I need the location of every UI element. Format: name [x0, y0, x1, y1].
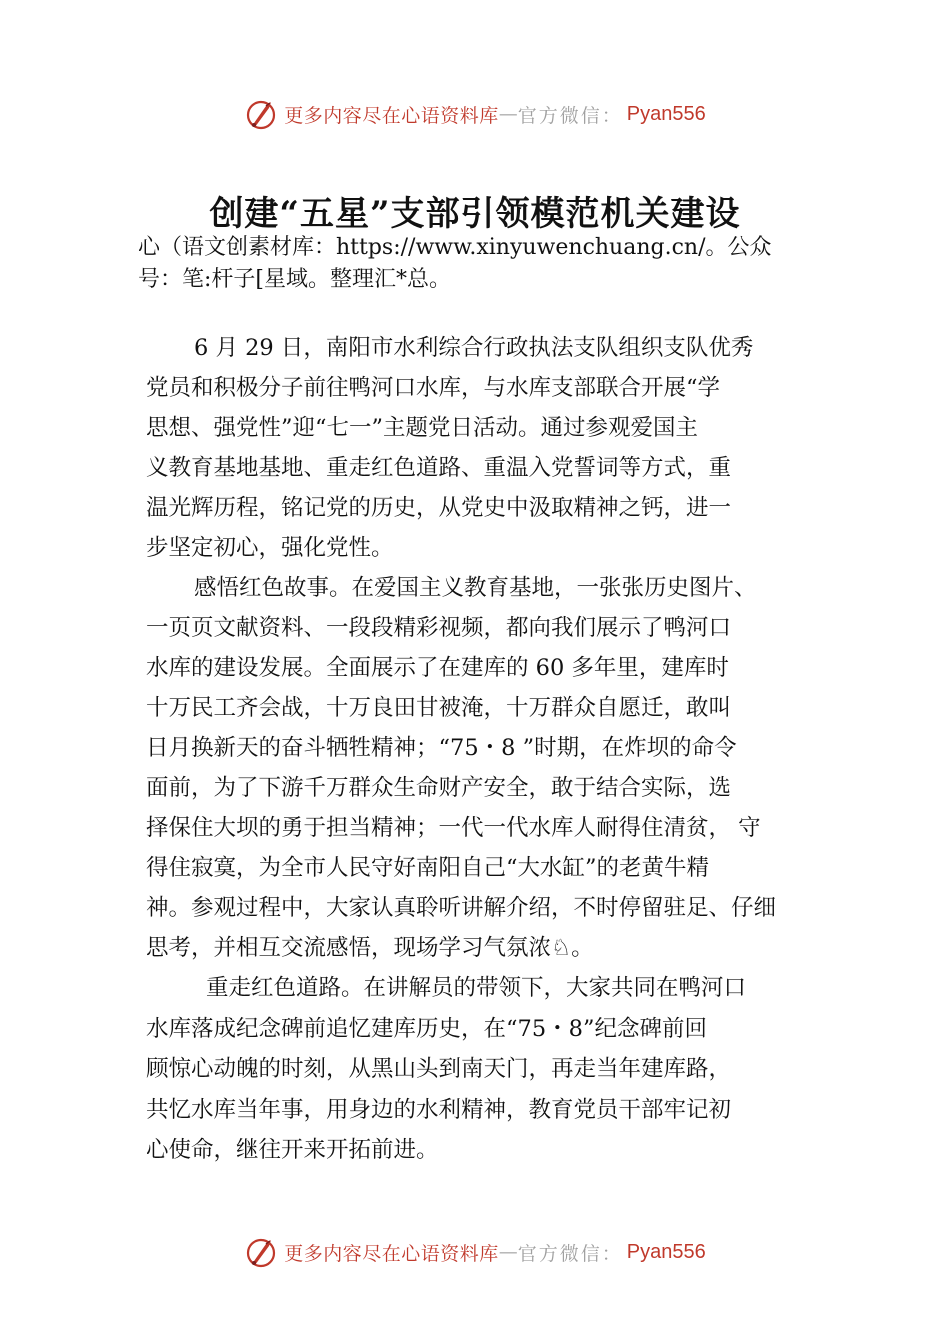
document-body [146, 328, 818, 1171]
text-line: 得住寂寞，为全市人民守好南阳自己“大水缸”的老黄牛精 [146, 855, 710, 881]
paragraph-2 [146, 568, 818, 968]
text-line: 日月换新天的奋斗牺牲精神；“75・8 ”时期，在炸坝的命令 [146, 735, 737, 761]
footer-banner [0, 1232, 950, 1272]
text-line: 神。参观过程中，大家认真聆听讲解介绍，不时停留驻足、仔细 [146, 895, 777, 921]
text-line: 心使命，继往开来开拓前进。 [146, 1137, 439, 1163]
text-line: 义教育基地基地、重走红色道路、重温入党誓词等方式，重 [146, 455, 732, 481]
text-line: 温光辉历程，铭记党的历史，从党史中汲取精神之钙，进一 [146, 495, 732, 521]
text-line: 思想、强党性”迎“七一”主题党日活动。通过参观爱国主 [146, 415, 699, 441]
banner-official-label: 官方微信： [517, 1242, 623, 1265]
text-line: 水库的建设发展。全面展示了在建库的 60 多年里，建库时 [146, 655, 729, 681]
header-banner [0, 94, 950, 134]
text-line: 顾惊心动魄的时刻，从黑山头到南天门，再走当年建库路， [146, 1056, 732, 1082]
banner-wechat-id: Pyan556 [626, 1240, 706, 1263]
banner-text: 更多内容尽在心语资料库 [284, 104, 499, 127]
text-line: 步坚定初心，强化党性。 [146, 535, 394, 561]
paragraph-1 [146, 328, 818, 568]
paragraph-3 [146, 968, 818, 1171]
text-line: 十万民工齐会战，十万良田甘被淹，十万群众自愿迁，敢叫 [146, 695, 732, 721]
text-line: 6 月 29 日，南阳市水利综合行政执法支队组织支队优秀 [194, 335, 754, 361]
text-line: 共忆水库当年事，用身边的水利精神，教育党员干部牢记初 [146, 1096, 732, 1123]
text-line: 择保住大坝的勇于担当精神；一代一代水库人耐得住清贫， 守 [146, 815, 761, 841]
banner-text: 更多内容尽在心语资料库 [284, 1242, 499, 1265]
banner-dash: — [498, 103, 518, 125]
banner-wechat-id: Pyan556 [626, 102, 706, 125]
text-line: 思考，并相互交流感悟，现场学习气氛浓♘。 [146, 935, 594, 961]
banner-dash: — [498, 1241, 518, 1263]
pen-logo-icon [244, 96, 280, 132]
document-title: 创建“五星”支部引领模范机关建设 [209, 194, 741, 234]
text-line: 重走红色道路。在讲解员的带领下，大家共同在鸭河口 [206, 975, 747, 1001]
text-line: 面前，为了下游千万群众生命财产安全，敢于结合实际，选 [146, 775, 732, 801]
banner-official-label: 官方微信： [517, 104, 623, 127]
text-line: 一页页文献资料、一段段精彩视频，都向我们展示了鸭河口 [146, 615, 732, 641]
source-line: 心（语文创素材库：https://www.xinyuwenchuang.cn/。公众 [138, 235, 772, 260]
source-note [138, 232, 838, 296]
text-line: 水库落成纪念碑前追忆建库历史，在“75・8”纪念碑前回 [146, 1015, 707, 1042]
text-line: 感悟红色故事。在爱国主义教育基地，一张张历史图片、 [194, 575, 757, 601]
pen-logo-icon [244, 1234, 280, 1270]
text-line: 党员和积极分子前往鸭河口水库，与水库支部联合开展“学 [146, 375, 721, 401]
source-line: 号：笔:杆子[星域。整理汇*总。 [138, 267, 451, 292]
